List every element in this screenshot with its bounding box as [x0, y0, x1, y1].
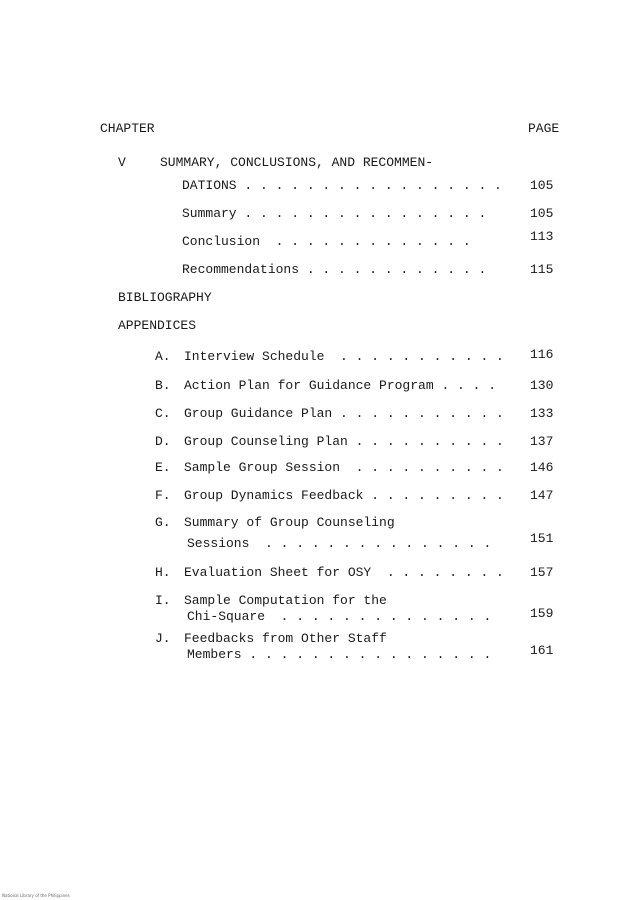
chapter-number: V [118, 155, 126, 170]
appendix-title: Evaluation Sheet for OSY . . . . . . . . [184, 565, 504, 580]
toc-entry-recommendations: Recommendations . . . . . . . . . . . . [182, 262, 487, 277]
appendix-letter: D. [155, 434, 171, 449]
appendix-page: 159 [530, 606, 554, 621]
chapter-title-line2: DATIONS . . . . . . . . . . . . . . . . . [182, 178, 502, 193]
toc-entry-conclusion: Conclusion . . . . . . . . . . . . . [182, 234, 471, 249]
appendix-title: Sample Group Session . . . . . . . . . . [184, 460, 504, 475]
appendix-page: 161 [530, 643, 554, 658]
toc-page-conclusion: 113 [530, 229, 554, 244]
chapter-title-page: 105 [530, 178, 554, 193]
appendix-title: Group Guidance Plan . . . . . . . . . . . [184, 406, 504, 421]
appendix-page: 151 [530, 531, 554, 546]
appendix-letter: I. [155, 593, 171, 608]
appendix-page: 130 [530, 378, 554, 393]
appendix-title-cont: Members . . . . . . . . . . . . . . . . [187, 647, 492, 662]
appendix-page: 133 [530, 406, 554, 421]
appendix-letter: A. [155, 349, 171, 364]
chapter-column-header: CHAPTER [100, 121, 155, 136]
appendix-title: Sample Computation for the [184, 593, 387, 608]
appendix-page: 147 [530, 488, 554, 503]
bibliography-heading: BIBLIOGRAPHY [118, 290, 212, 305]
appendix-letter: B. [155, 378, 171, 393]
toc-entry-summary: Summary . . . . . . . . . . . . . . . . [182, 206, 487, 221]
appendix-letter: J. [155, 631, 171, 646]
appendix-title-cont: Chi-Square . . . . . . . . . . . . . . [187, 609, 492, 624]
appendix-title: Feedbacks from Other Staff [184, 631, 387, 646]
appendix-letter: E. [155, 460, 171, 475]
appendix-title: Group Dynamics Feedback . . . . . . . . . [184, 488, 504, 503]
appendix-page: 146 [530, 460, 554, 475]
appendix-title: Interview Schedule . . . . . . . . . . . [184, 349, 504, 364]
appendix-letter: G. [155, 515, 171, 530]
appendix-letter: C. [155, 406, 171, 421]
appendix-page: 137 [530, 434, 554, 449]
appendix-page: 157 [530, 565, 554, 580]
appendix-page: 116 [530, 347, 554, 362]
appendices-heading: APPENDICES [118, 318, 197, 333]
appendix-letter: H. [155, 565, 171, 580]
appendix-title: Summary of Group Counseling [184, 515, 395, 530]
toc-page-summary: 105 [530, 206, 554, 221]
toc-page-recommendations: 115 [530, 262, 554, 277]
appendix-title-cont: Sessions . . . . . . . . . . . . . . . [187, 536, 492, 551]
chapter-title-line1: SUMMARY, CONCLUSIONS, AND RECOMMEN- [160, 155, 434, 170]
appendix-letter: F. [155, 488, 171, 503]
appendix-title: Action Plan for Guidance Program . . . . [184, 378, 497, 393]
library-footer: National Library of the Philippines [2, 893, 70, 898]
appendix-title: Group Counseling Plan . . . . . . . . . . [184, 434, 504, 449]
page-column-header: PAGE [528, 121, 560, 136]
